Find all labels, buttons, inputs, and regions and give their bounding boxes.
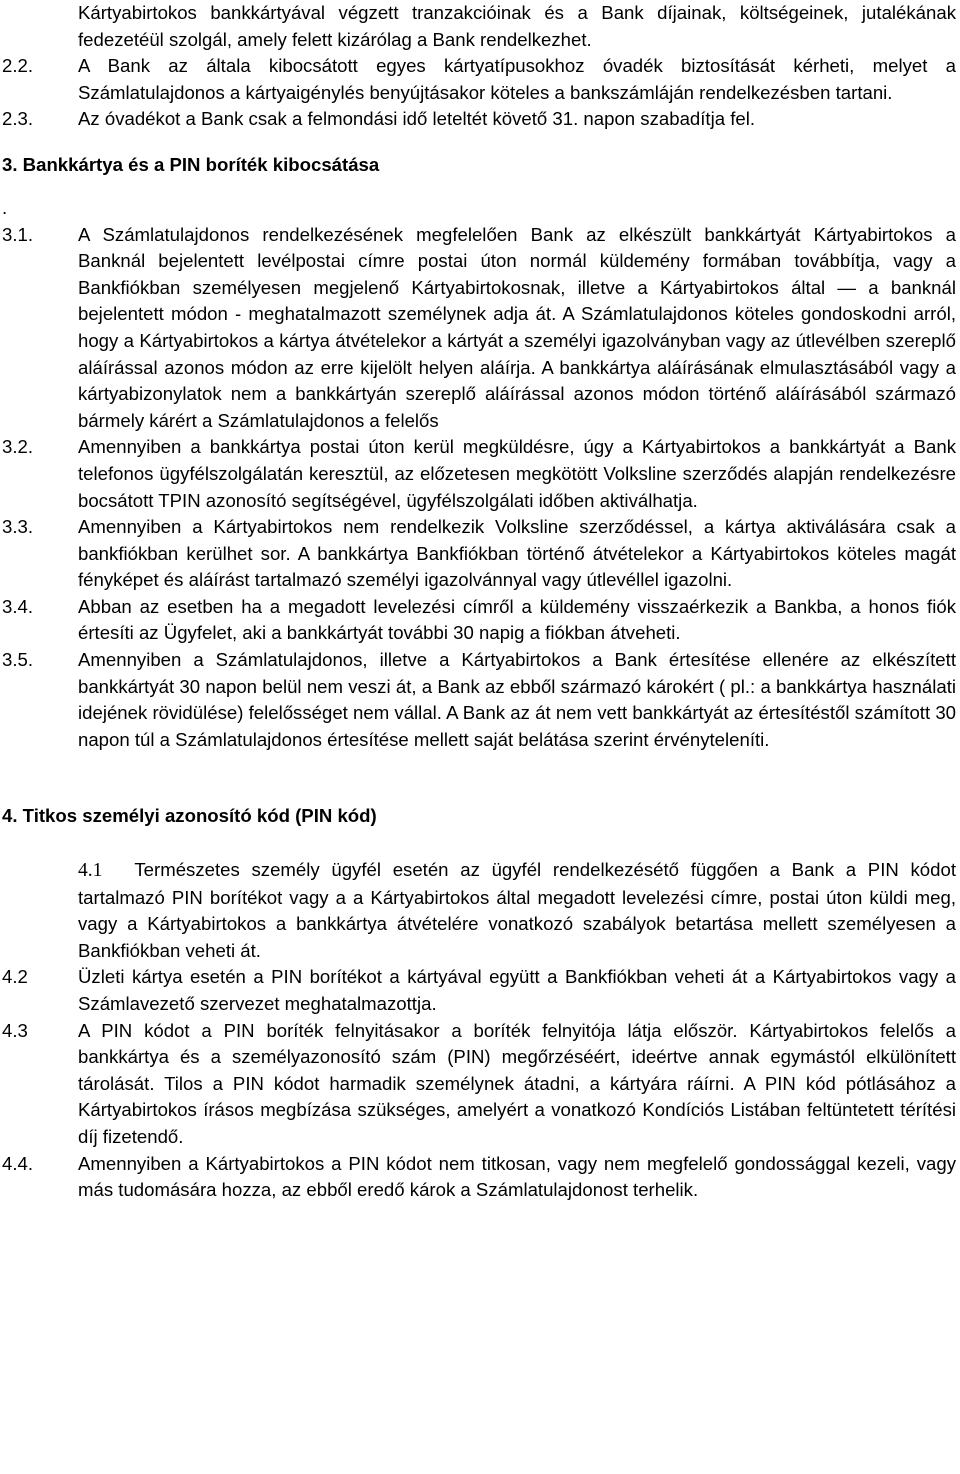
- clause-text: Az óvadékot a Bank csak a felmondási idő leteltét követő 31. napon szabadítja fel.: [78, 108, 756, 130]
- clause-number: 2.2.: [2, 55, 34, 77]
- separator-dot: .: [2, 196, 8, 218]
- clause-text: Amennyiben a Kártyabirtokos a PIN kódot nem titkosan, vagy nem megfelelő gondossággal kezeli, vagy más tudomására hozza, az ebből eredő károk a Számlatulajdonost terhelik.: [78, 1152, 956, 1201]
- clause-4-2: [0, 964, 960, 1017]
- intro-text: Kártyabirtokos bankkártyával végzett tranzakcióinak és a Bank díjainak, költségeinek, jutalékának fedezetéül szolgál, amely felett kizárólag a Bank rendelkezhet.: [78, 2, 956, 50]
- clause-number: 3.4.: [2, 595, 34, 617]
- clause-text: Üzleti kártya esetén a PIN borítékot a kártyával együtt a Bankfiókban veheti át a Kártyabirtokos vagy a Számlavezető szervezet meghatalmazottja.: [78, 966, 956, 1014]
- section-4-heading: 4. Titkos személyi azonosító kód (PIN kód): [2, 805, 377, 827]
- clause-text: A Bank az általa kibocsátott egyes kártyatípusokhoz óvadék biztosítását kérheti, melyet a Számlatulajdonos a kártyaigénylés benyújtásakor köteles a bankszámláján rendelkezésben tartani.: [78, 55, 956, 103]
- clause-text: Abban az esetben ha a megadott levelezési címről a küldemény visszaérkezik a Bankba, a honos fiók értesíti az Ügyfelet, aki a bankkártyát további 30 napig a fiókban átveheti.: [78, 595, 956, 644]
- clause-3-2: [0, 434, 960, 514]
- clause-body: Természetes személy ügyfél esetén az ügyfél rendelkezésétő függően a Bank a PIN kódot tartalmazó PIN borítékot vagy a a Kártyabirtokos által megadott levelezési címre, postai úton küldi meg, vagy a Kártyabirtokos a bankkártya átvételére vonatkozó szabályok betartása mellett személyesen a Bankfiókban veheti át.: [78, 859, 956, 961]
- clause-text: Amennyiben a Kártyabirtokos nem rendelkezik Volksline szerződéssel, a kártya aktiválására csak a bankfiókban kerülhet sor. A bankkártya Bankfiókban történő átvételekor a Kártyabirtokos köteles magát fényképet és aláírást tartalmazó személyi igazolvánnyal vagy útlevéllel igazolni.: [78, 516, 956, 591]
- clause-number: 4.3: [2, 1019, 28, 1041]
- clause-text: Amennyiben a bankkártya postai úton kerül megküldésre, úgy a Kártyabirtokos a bankkártyát a Bank telefonos ügyfélszolgálatán keresztül, az előzetesen megkötött Volksline szerződés alapján rendelkezésre bocsátott TPIN azonosító segítségével, ügyfélszolgálati időben aktiválhatja.: [78, 436, 956, 511]
- clause-3-1: [0, 222, 960, 435]
- clause-number: 4.1: [78, 860, 103, 882]
- clause-text: [78, 857, 956, 964]
- clause-text: A Számlatulajdonos rendelkezésének megfelelően Bank az elkészült bankkártyát Kártyabirtokos a Banknál bejelentett levélpostai címre postai úton normál küldemény formában továbbítja, vagy a Bankfiókban személyesen megjelenő Kártyabirtokosnak, illetve a Kártyabirtokos által — a banknál bejelentett módon - meghatalmazott személynek adja át. A Számlatulajdonos köteles gondoskodni arról, hogy a Kártyabirtokos a kártya átvételekor a kártyát a személyi igazolványban vagy az útlevélben szereplő aláírással azonos módon az erre kijelölt helyen aláírja. A bankkártya aláírásának elmulasztásából vagy a kártyabizonylatok nem a bankkártyán szereplő aláírással azonos módon történő aláírásából származó bármely kárért a Számlatulajdonos a felelős: [78, 223, 956, 431]
- clause-number: 3.3.: [2, 516, 34, 538]
- clause-4-4: [0, 1151, 960, 1204]
- clause-4-3: [0, 1018, 960, 1151]
- clause-number: 4.4.: [2, 1152, 34, 1174]
- intro-paragraph: [0, 0, 960, 53]
- clause-4-1: [0, 857, 960, 964]
- section-3-heading: 3. Bankkártya és a PIN boríték kibocsátása: [2, 153, 380, 175]
- clause-text: Amennyiben a Számlatulajdonos, illetve a Kártyabirtokos a Bank értesítése ellenére az elkészített bankkártyát 30 napon belül nem veszi át, a Bank az ebből származó károkért ( pl.: a bankkártya használati idejének rövidülése) felelősséget nem vállal. A Bank az át nem vett bankkártyát az értesítéstől számított 30 napon túl a Számlatulajdonos értesítése mellett saját belátása szerint érvényteleníti.: [78, 649, 956, 750]
- clause-number: 2.3.: [2, 108, 34, 130]
- clause-number: 4.2: [2, 966, 28, 988]
- clause-2-3: [0, 106, 960, 133]
- clause-3-4: [0, 594, 960, 647]
- clause-3-3: [0, 514, 960, 594]
- clause-number: 3.2.: [2, 436, 34, 458]
- clause-number: 3.1.: [2, 223, 34, 245]
- clause-2-2: [0, 53, 960, 106]
- clause-number: 3.5.: [2, 649, 34, 671]
- clause-3-5: [0, 647, 960, 753]
- clause-text: A PIN kódot a PIN boríték felnyitásakor a boríték felnyitója látja először. Kártyabirtokos felelős a bankkártya és a személyazonosító szám (PIN) megőrzéséért, ideértve annak egymástól elkülönített tárolását. Tilos a PIN kódot harmadik személynek átadni, a kártyára ráírni. A PIN kód pótlásához a Kártyabirtokos írásos megbízása szükséges, amelyért a vonatkozó Kondíciós Listában feltüntetett térítési díj fizetendő.: [78, 1019, 956, 1147]
